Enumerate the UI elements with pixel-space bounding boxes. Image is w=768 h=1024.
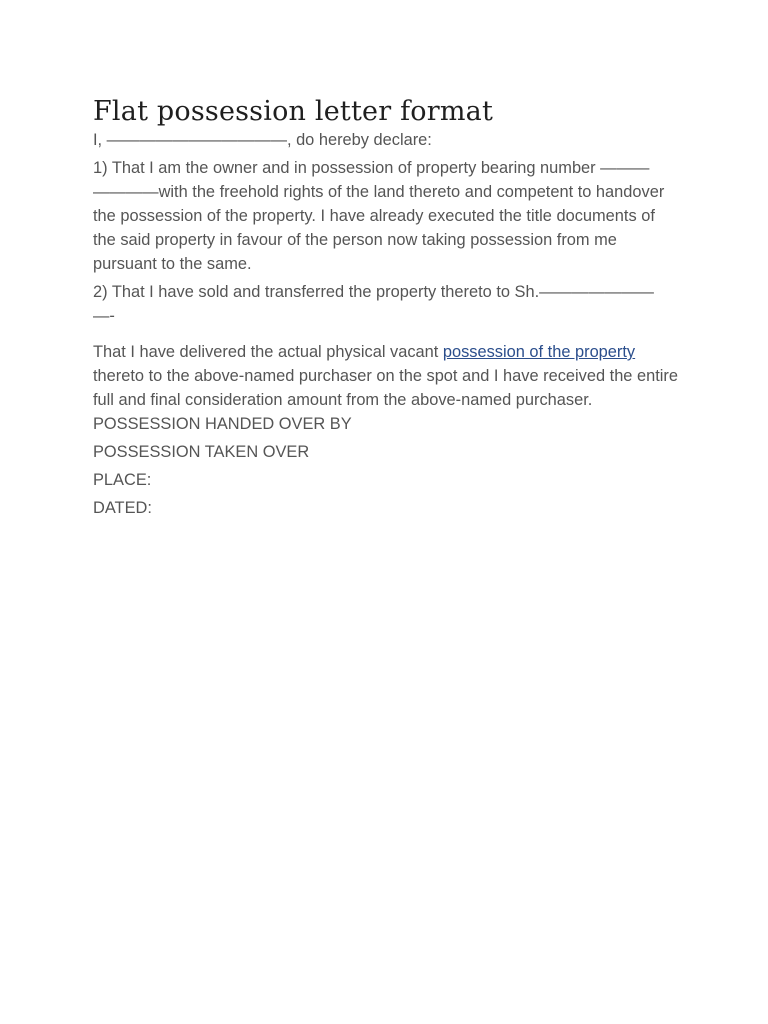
page-title: Flat possession letter format: [93, 96, 493, 127]
possession-handed-over-label: POSSESSION HANDED OVER BY: [93, 415, 352, 433]
possession-of-property-link[interactable]: possession of the property: [442, 343, 636, 361]
delivery-paragraph: [93, 340, 678, 412]
point-two-text: 2) That I have sold and transferred the property thereto to Sh.———————: [93, 283, 654, 301]
point-one-paragraph: 1) That I am the owner and in possession of property bearing number ——— ————with the freehold rights of the land thereto and competent to handover the possession of the property. I have already executed the title documents of the said property in favour of the person now taking possession from me pursuant to the same.: [93, 159, 665, 273]
declaration-line: I, ———————————, do hereby declare:: [93, 131, 432, 149]
delivery-text-after: thereto to the above-named purchaser on the spot and I have received the entire full and final consideration amount from the above-named purchaser.: [93, 367, 678, 409]
dated-label: DATED:: [93, 499, 152, 517]
point-two-continuation: —-: [93, 307, 115, 325]
delivery-text-before: That I have delivered the actual physical vacant: [93, 343, 443, 361]
place-label: PLACE:: [93, 471, 152, 489]
possession-taken-over-label: POSSESSION TAKEN OVER: [93, 443, 310, 461]
point-two-paragraph: [93, 280, 678, 328]
document-page: [93, 94, 678, 524]
